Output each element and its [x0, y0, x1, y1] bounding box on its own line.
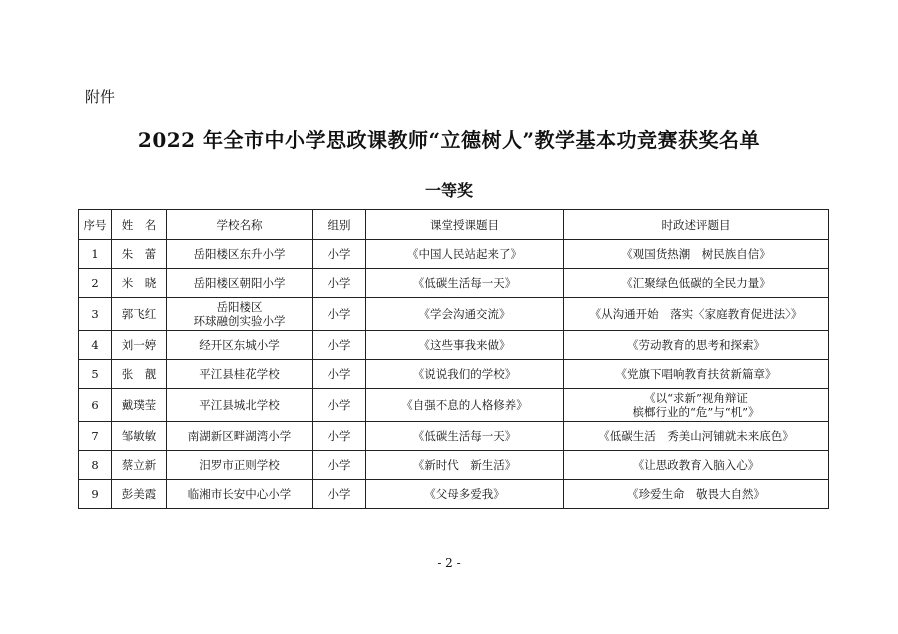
table-row: [79, 331, 829, 360]
page-number: - 2 -: [437, 556, 461, 570]
table-header-row: [79, 210, 829, 240]
cell-school: 平江县桂花学校: [167, 360, 313, 389]
cell-school: 岳阳楼区东升小学: [167, 240, 313, 269]
cell-name: 张 靓: [112, 360, 167, 389]
cell-no: 1: [79, 240, 112, 269]
header-name: 姓 名: [112, 210, 167, 240]
cell-group: 小学: [313, 480, 366, 509]
cell-commentary: 《让思政教育入脑入心》: [564, 451, 829, 480]
cell-group: 小学: [313, 451, 366, 480]
awards-table: [78, 209, 829, 509]
header-group: 组别: [313, 210, 366, 240]
document-title: 2022 年全市中小学思政课教师“立德树人”教学基本功竞赛获奖名单: [137, 128, 761, 152]
cell-no: 2: [79, 269, 112, 298]
cell-name: 戴璞莹: [112, 389, 167, 422]
cell-group: 小学: [313, 269, 366, 298]
table-row: [79, 422, 829, 451]
cell-no: 9: [79, 480, 112, 509]
header-lesson: 课堂授课题目: [366, 210, 564, 240]
cell-name: 朱 蕾: [112, 240, 167, 269]
table-row: [79, 451, 829, 480]
cell-school: 南湖新区畔湖湾小学: [167, 422, 313, 451]
cell-school: 汨罗市正则学校: [167, 451, 313, 480]
cell-lesson: 《自强不息的人格修养》: [366, 389, 564, 422]
cell-school: 平江县城北学校: [167, 389, 313, 422]
cell-name: 邹敏敏: [112, 422, 167, 451]
cell-commentary: 《从沟通开始 落实〈家庭教育促进法〉》: [564, 298, 829, 331]
header-commentary: 时政述评题目: [564, 210, 829, 240]
cell-lesson: 《学会沟通交流》: [366, 298, 564, 331]
table-row: [79, 360, 829, 389]
cell-lesson: 《这些事我来做》: [366, 331, 564, 360]
cell-name: 彭美霞: [112, 480, 167, 509]
cell-lesson: 《新时代 新生活》: [366, 451, 564, 480]
attachment-label: 附件: [85, 88, 116, 106]
header-school: 学校名称: [167, 210, 313, 240]
cell-no: 8: [79, 451, 112, 480]
cell-school: 岳阳楼区 环球融创实验小学: [167, 298, 313, 331]
cell-name: 米 晓: [112, 269, 167, 298]
table-row: [79, 389, 829, 422]
cell-no: 7: [79, 422, 112, 451]
cell-no: 3: [79, 298, 112, 331]
cell-no: 6: [79, 389, 112, 422]
cell-school: 临湘市长安中心小学: [167, 480, 313, 509]
cell-commentary: 《劳动教育的思考和探索》: [564, 331, 829, 360]
cell-group: 小学: [313, 240, 366, 269]
cell-lesson: 《低碳生活每一天》: [366, 269, 564, 298]
cell-no: 5: [79, 360, 112, 389]
cell-name: 刘一婷: [112, 331, 167, 360]
cell-commentary: 《汇聚绿色低碳的全民力量》: [564, 269, 829, 298]
cell-group: 小学: [313, 389, 366, 422]
cell-commentary: 《低碳生活 秀美山河铺就未来底色》: [564, 422, 829, 451]
cell-lesson: 《父母多爱我》: [366, 480, 564, 509]
cell-group: 小学: [313, 422, 366, 451]
prize-level-heading: 一等奖: [424, 181, 473, 200]
table-row: [79, 298, 829, 331]
cell-commentary: 《以“求新”视角辩证 槟榔行业的“危”与“机”》: [564, 389, 829, 422]
cell-no: 4: [79, 331, 112, 360]
cell-group: 小学: [313, 298, 366, 331]
cell-name: 蔡立新: [112, 451, 167, 480]
cell-school: 岳阳楼区朝阳小学: [167, 269, 313, 298]
cell-school: 经开区东城小学: [167, 331, 313, 360]
table-row: [79, 269, 829, 298]
cell-commentary: 《珍爱生命 敬畏大自然》: [564, 480, 829, 509]
cell-lesson: 《说说我们的学校》: [366, 360, 564, 389]
cell-lesson: 《低碳生活每一天》: [366, 422, 564, 451]
cell-commentary: 《观国货热潮 树民族自信》: [564, 240, 829, 269]
cell-commentary: 《党旗下唱响教育扶贫新篇章》: [564, 360, 829, 389]
cell-group: 小学: [313, 360, 366, 389]
cell-lesson: 《中国人民站起来了》: [366, 240, 564, 269]
header-no: 序号: [79, 210, 112, 240]
table-row: [79, 480, 829, 509]
table-row: [79, 240, 829, 269]
cell-group: 小学: [313, 331, 366, 360]
cell-name: 郭飞红: [112, 298, 167, 331]
